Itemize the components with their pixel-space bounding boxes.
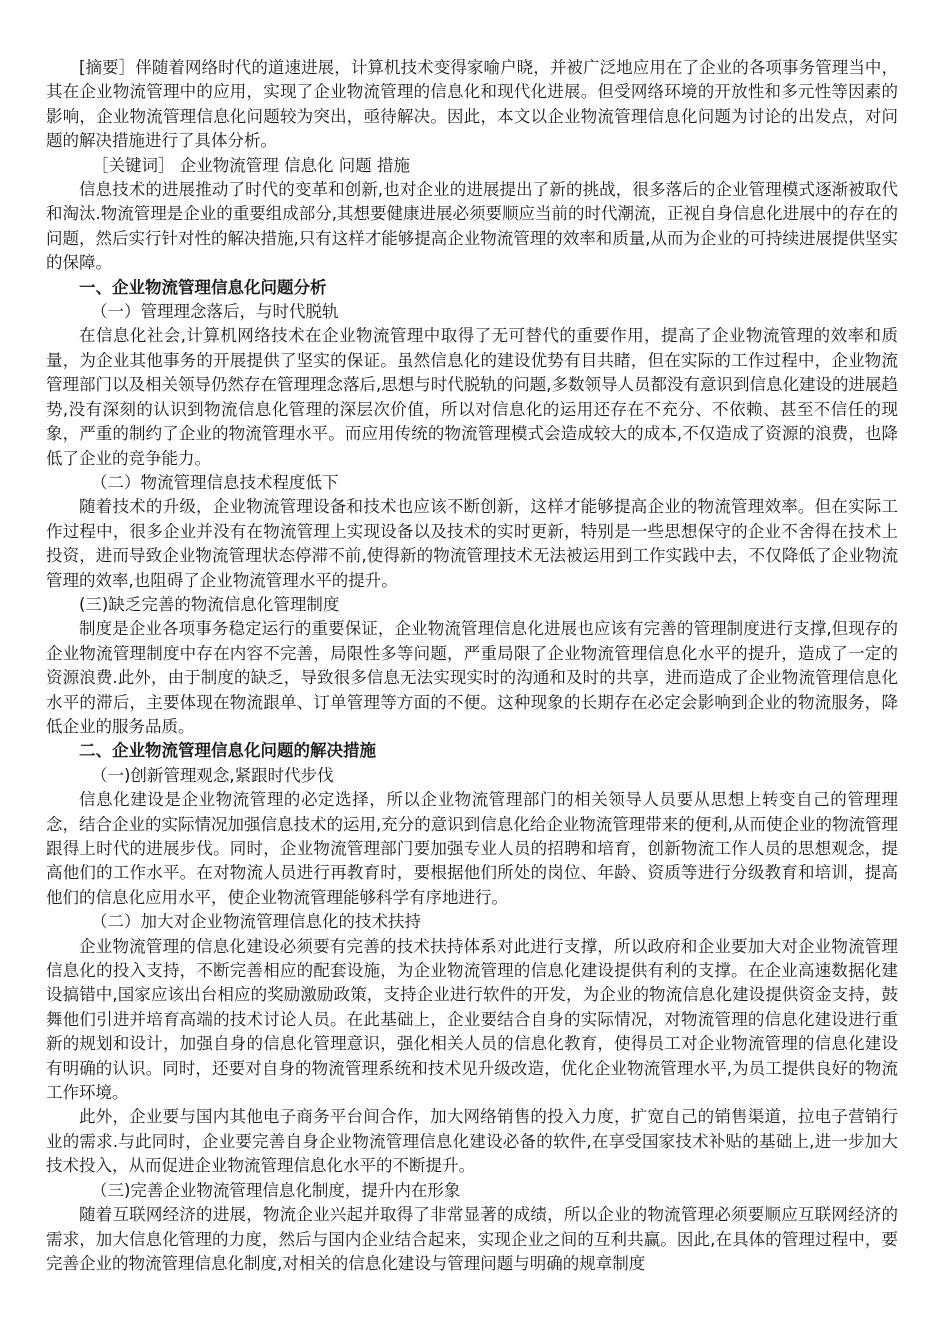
section-1-2-body: 随着技术的升级，企业物流管理设备和技术也应该不断创新，这样才能够提高企业的物流管理效率。但在实际工作过程中，很多企业并没有在物流管理上实现设备以及技术的实时更新，特别是一些思想保守的企业不舍得在技术上投资，进而导致企业物流管理状态停滞不前,使得新的物流管理技术无法被运用到工作实践中去，不仅降低了企业物流管理的效率,也阻碍了企业物流管理水平的提升。 — [46, 497, 898, 590]
section-2-2-heading: （二）加大对企业物流管理信息化的技术扶持 — [91, 912, 421, 932]
section-1-1-body: 在信息化社会,计算机网络技术在企业物流管理中取得了无可替代的重要作用，提高了企业物流管理的效率和质量，为企业其他事务的开展提供了坚实的保证。虽然信息化的建设优势有目共睹，但在实际的工作过程中，企业物流管理部门以及相关领导仍然存在管理理念落后,思想与时代脱轨的问题,多数领导人员都没有意识到信息化建设的进展趋势,没有深刻的认识到物流信息化管理的深层次价值，所以对信息化的运用还存在不充分、不依赖、甚至不信任的现象，严重的制约了企业的物流管理水平。而应用传统的物流管理模式会造成较大的成本,不仅造成了资源的浪费，也降低了企业的竞争能力。 — [46, 326, 898, 468]
document-page — [46, 56, 898, 1276]
section-2-2-body: 企业物流管理的信息化建设必须要有完善的技术扶持体系对此进行支撑，所以政府和企业要加大对企业物流管理信息化的投入支持，不断完善相应的配套设施，为企业物流管理的信息化建设提供有利的支撑。在企业高速数据化建设搞错中,国家应该出台相应的奖励激励政策，支持企业进行软件的开发，为企业的物流信息化建设提供资金支持，鼓舞他们引进并培育高端的技术讨论人员。在此基础上，企业要结合自身的实际情况，对物流管理的信息化建设进行重新的规划和设计，加强自身的信息化管理意识，强化相关人员的信息化教育，使得员工对企业物流管理的信息化建设有明确的认识。同时，还要对自身的物流管理系统和技术见升级改造，优化企业物流管理水平,为员工提供良好的物流工作环境。 — [46, 936, 898, 1103]
section-2-1-heading: （一)创新管理观念,紧跟时代步伐 — [91, 765, 334, 785]
section-2-3-body: 随着互联网经济的进展，物流企业兴起并取得了非常显著的成绩，所以企业的物流管理必须要顺应互联网经济的需求，加大信息化管理的力度，然后与国内企业结合起来，实现企业之间的互利共赢。因此,在具体的管理过程中，要完善企业的物流管理信息化制度,对相关的信息化建设与管理问题与明确的规章制度 — [46, 1205, 898, 1273]
intro-paragraph: 信息技术的进展推动了时代的变革和创新,也对企业的进展提出了新的挑战，很多落后的企业管理模式逐渐被取代和淘汰.物流管理是企业的重要组成部分,其想要健康进展必须要顺应当前的时代潮流，正视自身信息化进展中的存在的问题，然后实行针对性的解决措施,只有这样才能够提高企业物流管理的效率和质量,从而为企业的可持续进展提供坚实的保障。 — [46, 180, 898, 273]
section-1-3-body: 制度是企业各项事务稳定运行的重要保证，企业物流管理信息化进展也应该有完善的管理制度进行支撑,但现存的企业物流管理制度中存在内容不完善，局限性多等问题，严重局限了企业物流管理信息化水平的提升，造成了一定的资源浪费.此外，由于制度的缺乏，导致很多信息无法实现实时的沟通和及时的共享，进而造成了企业物流管理信息化水平的滞后，主要体现在物流跟单、订单管理等方面的不便。这种现象的长期存在必定会影响到企业的物流服务，降低企业的服务品质。 — [46, 619, 898, 736]
section-2-3-heading: （三)完善企业物流管理信息化制度，提升内在形象 — [91, 1180, 461, 1200]
keywords-line: ［关键词］ 企业物流管理 信息化 问题 措施 — [92, 155, 410, 175]
section-1-2-heading: （二）物流管理信息技术程度低下 — [91, 472, 339, 492]
section-1-heading: 一、企业物流管理信息化问题分析 — [79, 277, 327, 297]
section-1-1-heading: （一）管理理念落后，与时代脱轨 — [91, 302, 339, 322]
abstract-paragraph: [摘要］伴随着网络时代的道速进展，计算机技术变得家喻户晓，并被广泛地应用在了企业的各项事务管理当中，其在企业物流管理中的应用，实现了企业物流管理的信息化和现代化进展。但受网络环境的开放性和多元性等因素的影响，企业物流管理信息化问题较为突出，亟待解决。因此，本文以企业物流管理信息化问题为讨论的出发点，对问题的解决措施进行了具体分析。 — [46, 58, 898, 151]
section-2-heading: 二、企业物流管理信息化问题的解决措施 — [79, 741, 376, 761]
section-2-1-body: 信息化建设是企业物流管理的必定选择，所以企业物流管理部门的相关领导人员要从思想上转变自己的管理理念，结合企业的实际情况加强信息技术的运用,充分的意识到信息化给企业物流管理带来的便利,从而使企业的物流管理跟得上时代的进展步伐。同时，企业物流管理部门要加强专业人员的招聘和培育，创新物流工作人员的思想观念，提高他们的工作水平。在对物流人员进行再教育时，要根据他们所处的岗位、年龄、资质等进行分级教育和培训，提高他们的信息化应用水平，使企业物流管理能够科学有序地进行。 — [46, 790, 898, 907]
section-1-3-heading: (三)缺乏完善的物流信息化管理制度 — [79, 594, 340, 614]
section-2-2-body-continued: 此外，企业要与国内其他电子商务平台间合作，加大网络销售的投入力度，扩宽自己的销售渠道，拉电子营销行业的需求.与此同时，企业要完善自身企业物流管理信息化建设必备的软件,在享受国家技术补贴的基础上,进一步加大技术投入，从而促进企业物流管理信息化水平的不断提升。 — [46, 1107, 898, 1176]
